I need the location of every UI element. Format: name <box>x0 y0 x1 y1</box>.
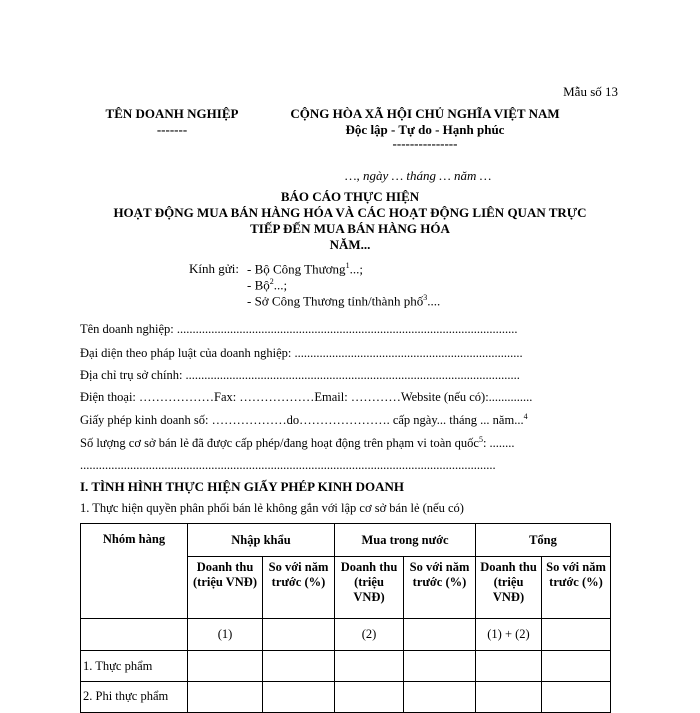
recipient-ministry: - Bộ$^2$...; <box>247 277 288 293</box>
section1-heading: I. TÌNH HÌNH THỰC HIỆN GIẤY PHÉP KINH DOANH <box>80 479 404 494</box>
col-domestic-revenue: Doanh thu (triệu VNĐ) <box>335 557 404 619</box>
distribution-table <box>80 523 611 713</box>
col-import-compare: So với năm trước (%) <box>263 557 335 619</box>
report-title-line4: NĂM... <box>329 237 371 252</box>
code-cell-empty <box>263 619 335 651</box>
code-cell-empty <box>542 619 611 651</box>
table-row <box>81 651 611 682</box>
report-title-line1: BÁO CÁO THỰC HIỆN <box>280 189 420 204</box>
company-label: TÊN DOANH NGHIỆP <box>105 106 239 121</box>
row-label-food: 1. Thực phẩm <box>81 651 188 682</box>
col-domestic-compare: So với năm trước (%) <box>404 557 476 619</box>
recipient-department: - Sở Công Thương tỉnh/thành phố$^3$.... <box>247 293 441 309</box>
section1-sub1: 1. Thực hiện quyền phân phối bán lẻ không gắn với lập cơ sở bán lẻ (nếu có) <box>80 501 464 515</box>
date-line: …, ngày … tháng … năm … <box>345 168 492 183</box>
col-domestic: Mua trong nước <box>335 524 476 557</box>
code-cell-empty <box>404 619 476 651</box>
company-dashes: ------- <box>156 122 188 137</box>
row-label-non-food: 2. Phi thực phẩm <box>81 682 188 713</box>
recipient-ministry-industry: - Bộ Công Thương$^1$...; <box>247 261 363 277</box>
report-title-line3: TIẾP ĐẾN MUA BÁN HÀNG HÓA <box>250 221 450 236</box>
col-import-revenue: Doanh thu (triệu VNĐ) <box>188 557 263 619</box>
form-number: Mẫu số 13 <box>563 84 618 99</box>
field-company-name: Tên doanh nghiệp: ............................................................................................................. <box>80 322 518 336</box>
col-total-revenue: Doanh thu (triệu VNĐ) <box>476 557 542 619</box>
col-total: Tổng <box>476 524 611 557</box>
national-dashes: --------------- <box>392 136 458 151</box>
table-row <box>81 682 611 713</box>
field-license: Giấy phép kinh doanh số: ………………do…………………. cấp ngày... tháng ... năm...$^4$ <box>80 412 528 428</box>
code-cell-2: (2) <box>335 619 404 651</box>
national-title: CỘNG HÒA XÃ HỘI CHỦ NGHĨA VIỆT NAM <box>290 106 560 121</box>
col-product-group: Nhóm hàng <box>81 524 188 619</box>
field-store-count: Số lượng cơ sở bán lẻ đã được cấp phép/đang hoạt động trên phạm vi toàn quốc$^5$: ........ <box>80 435 515 451</box>
code-cell-3: (1) + (2) <box>476 619 542 651</box>
field-dotted-line: ..................................................................................................................................... <box>80 458 496 472</box>
field-legal-rep: Đại diện theo pháp luật của doanh nghiệp: ......................................................................... <box>80 346 523 360</box>
code-cell-1: (1) <box>188 619 263 651</box>
report-title-line2: HOẠT ĐỘNG MUA BÁN HÀNG HÓA VÀ CÁC HOẠT ĐỘNG LIÊN QUAN TRỰC <box>113 205 587 220</box>
col-import: Nhập khẩu <box>188 524 335 557</box>
field-address: Địa chỉ trụ sở chính: ........................................................................................................... <box>80 368 520 382</box>
field-contact: Điện thoại: ………………Fax: ………………Email: …………Website (nếu có):.............. <box>80 390 533 404</box>
code-cell-empty <box>81 619 188 651</box>
col-total-compare: So với năm trước (%) <box>542 557 611 619</box>
recipients-label: Kính gửi: <box>189 261 240 276</box>
national-motto: Độc lập - Tự do - Hạnh phúc <box>345 122 505 137</box>
